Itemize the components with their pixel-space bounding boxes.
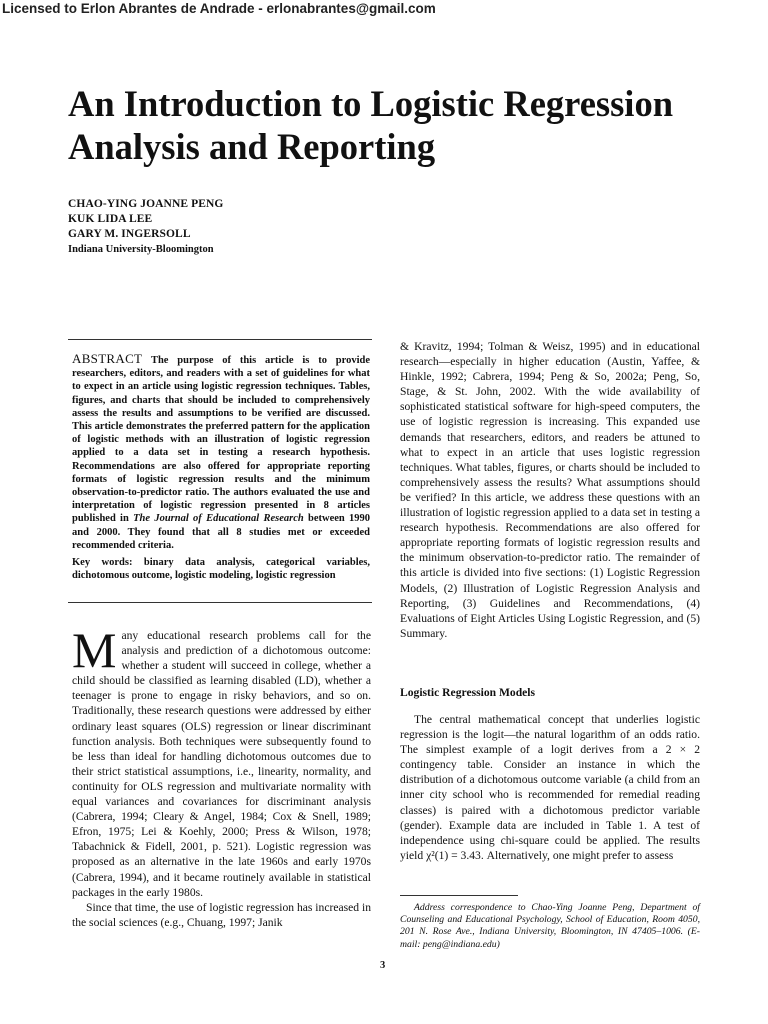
abstract — [72, 352, 370, 552]
author-name: KUK LIDA LEE — [68, 213, 153, 225]
page-number: 3 — [380, 960, 386, 971]
drop-cap: M — [72, 622, 117, 678]
author-name: CHAO-YING JOANNE PENG — [68, 198, 224, 210]
author-affiliation: Indiana University-Bloomington — [68, 244, 214, 255]
section-heading: Logistic Regression Models — [400, 686, 536, 699]
correspondence-footnote: Address correspondence to Chao-Ying Joanne Peng, Department of Counseling and Educational Psychology, School of Education, Room 4050, 201 N. Rose Ave., Indiana University, Bloomington, IN 47405–1006. (E-mail: peng@indiana.edu) — [400, 902, 700, 950]
abstract-bottom-rule — [68, 602, 372, 603]
intro-text: any educational research problems call for the analysis and prediction of a dichotomous outcome: whether a student will succeed in college, whether a child should be classified as learning disabled (LD), whether a teenager is prone to engage in risky behaviors, and so on. Traditionally, these research questions were addressed by either ordinary least squares (OLS) regression or linear discriminant function analysis. Both techniques were subsequently found to be less than ideal for handling dichotomous outcomes due to their strict statistical assumptions, i.e., linearity, normality, and continuity for OLS regression and multivariate normality with equal variances and covariances for discriminant analysis (Cabrera, 1994; Cleary & Angel, 1984; Cox & Snell, 1989; Efron, 1975; Lei & Koehly, 2000; Press & Wilson, 1978; Tabachnick & Fidell, 2001, p. 521). Logistic regression was proposed as an alternative in the late 1960s and early 1970s (Cabrera, 1994), and it became routinely available in statistical packages in the early 1980s. — [72, 629, 371, 899]
body-column-left — [72, 622, 371, 930]
abstract-label: ABSTRACT — [72, 351, 143, 366]
body-paragraph: The central mathematical concept that underlies logistic regression is the logit—the natural logarithm of an odds ratio. The simplest example of a logit derives from a 2 × 2 contingency table. Consider an instance in which the distribution of a dichotomous outcome variable (a child from an inner city school who is recommended for remedial reading classes) is paired with a dichotomous predictor variable (gender). Example data are included in Table 1. A test of independence using chi-square could be applied. The results yield χ²(1) = 3.43. Alternatively, one might prefer to assess — [400, 713, 700, 862]
body-column-right — [400, 339, 700, 641]
abstract-text-end: between 1990 and 2000. They found that all 8 studies met or exceeded recommended criteria. — [72, 513, 371, 551]
body-paragraph: Since that time, the use of logistic regression has increased in the social sciences (e.g., Chuang, 1997; Janik — [72, 900, 371, 929]
title-line-1: An Introduction to Logistic Regression — [68, 83, 673, 124]
article-title — [68, 82, 728, 168]
journal-name: The Journal of Educational Research — [133, 513, 304, 525]
title-line-2: Analysis and Reporting — [68, 126, 436, 167]
author-block — [68, 197, 468, 257]
footnote-rule — [400, 895, 518, 896]
intro-paragraph — [72, 622, 371, 900]
body-paragraph: & Kravitz, 1994; Tolman & Weisz, 1995) and in educational research—especially in higher education (Austin, Yaffee, & Hinkle, 1992; Cabrera, 1994; Peng & So, 2002a; Peng, So, Stage, & St. John, 2002. With the wide availability of sophisticated statistical software for high-speed computers, the use of logistic regression is increasing. This expanded use demands that researchers, editors, and readers be attuned to what to expect in an article that uses logistic regression techniques. What tables, figures, or charts should be included to comprehensively assess the results? What assumptions should be verified? In this article, we address these questions with an illustration of logistic regression applied to a data set in testing a research hypothesis. Recommendations are also offered for appropriate reporting formats of logistic regression results and the minimum observation-to-predictor ratio. The remainder of this article is divided into five sections: (1) Logistic Regression Models, (2) Illustration of Logistic Regression Analysis and Reporting, (3) Guidelines and Recommendations, (4) Evaluations of Eight Articles Using Logistic Regression, and (5) Summary. — [400, 340, 700, 640]
abstract-top-rule — [68, 339, 372, 340]
keywords: Key words: binary data analysis, categorical variables, dichotomous outcome, logistic modeling, logistic regression — [72, 557, 370, 582]
license-banner: Licensed to Erlon Abrantes de Andrade - erlonabrantes@gmail.com — [2, 1, 436, 16]
abstract-text: The purpose of this article is to provide researchers, editors, and readers with a set of guidelines for what to expect in an article using logistic regression techniques. Tables, figures, and charts that should be included to comprehensively assess the results and assumptions to be verified are discussed. This article demonstrates the preferred pattern for the application of logistic methods with an illustration of logistic regression applied to a data set in testing a research hypothesis. Recommendations are also offered for appropriate reporting formats of logistic regression results and the minimum observation-to-predictor ratio. The authors evaluated the use and interpretation of logistic regression presented in 8 articles published in — [72, 355, 371, 525]
body-column-right-lower — [400, 712, 700, 863]
author-name: GARY M. INGERSOLL — [68, 228, 191, 240]
